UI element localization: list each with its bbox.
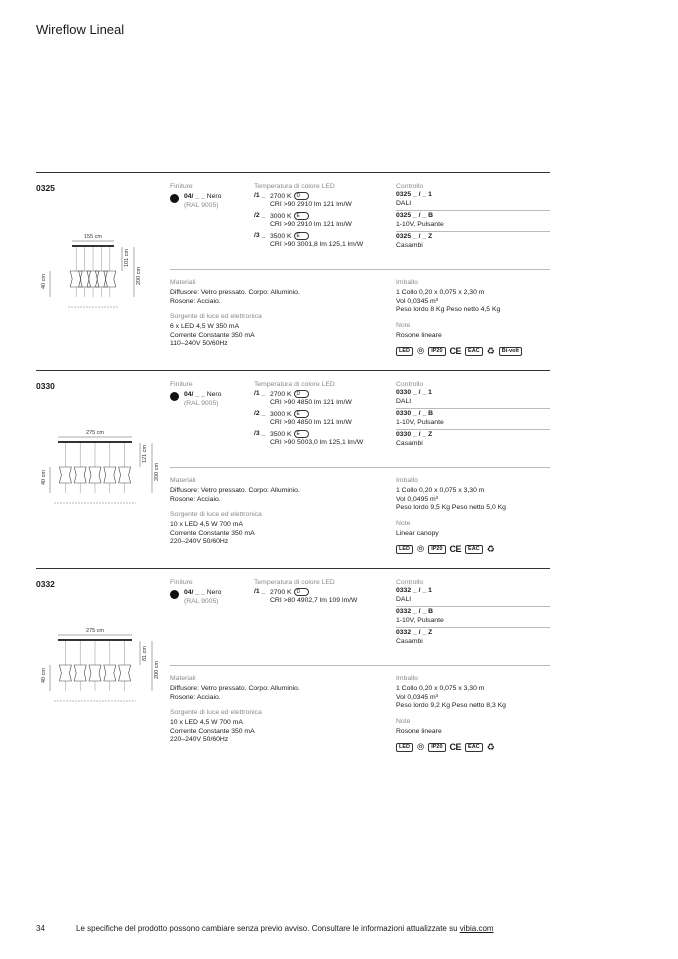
temperature-option[interactable] bbox=[254, 232, 394, 250]
finish-ral: (RAL 9005) bbox=[184, 201, 219, 209]
class-2-icon: ⦾ bbox=[417, 543, 425, 554]
control-code: 0325 _ / _ Z bbox=[396, 233, 433, 241]
height3-dimension-label: 200 cm bbox=[154, 462, 160, 481]
packaging bbox=[396, 477, 550, 554]
packaging-line: Vol 0,0345 m³ bbox=[396, 297, 438, 305]
height1-dimension-label: 40 cm bbox=[41, 470, 47, 485]
note-label: Note bbox=[396, 717, 411, 725]
finish-option[interactable] bbox=[170, 193, 260, 210]
control-desc: 1-10V, Pulsante bbox=[396, 418, 444, 426]
eac-badge: EAC bbox=[465, 347, 483, 356]
temperature-label: Temperatura di colore LED bbox=[254, 381, 335, 388]
canopy-bar bbox=[58, 441, 132, 443]
pendant-light bbox=[104, 641, 116, 691]
pendant-light bbox=[119, 443, 131, 493]
source-line: Corrente Constante 350 mA bbox=[170, 331, 255, 339]
materials bbox=[170, 477, 390, 547]
color-temperature bbox=[254, 381, 394, 448]
width-dimension-label: 275 cm bbox=[85, 628, 105, 634]
source-line: 220–240V 50/60Hz bbox=[170, 538, 229, 546]
temperature-values bbox=[270, 390, 352, 408]
ip20-badge: IP20 bbox=[428, 347, 445, 356]
finish-name: Nero bbox=[206, 589, 222, 596]
height3-dimension-label: 200 cm bbox=[154, 660, 160, 679]
certification-icons bbox=[396, 742, 550, 752]
class-2-icon: ⦾ bbox=[417, 741, 425, 752]
materials-label: Materiali bbox=[170, 675, 196, 682]
control-desc: DALI bbox=[396, 199, 412, 207]
source-label: Sorgente di luce ed elettronica bbox=[170, 511, 262, 519]
control-desc: 1-10V, Pulsante bbox=[396, 616, 444, 624]
pendant-light bbox=[89, 641, 101, 691]
temperature-values bbox=[270, 430, 363, 448]
control-code: 0332 _ / _ B bbox=[396, 608, 434, 616]
packaging-label: Imballo bbox=[396, 279, 418, 286]
finishes-label: Finiture bbox=[170, 183, 193, 190]
control-desc: Casambi bbox=[396, 439, 423, 447]
ip20-badge: IP20 bbox=[428, 545, 445, 554]
packaging-label: Imballo bbox=[396, 477, 418, 484]
note-label: Note bbox=[396, 519, 411, 527]
temperature-option[interactable] bbox=[254, 212, 394, 230]
pendant-light bbox=[104, 247, 116, 297]
control-code: 0325 _ / _ 1 bbox=[396, 191, 432, 198]
ce-mark-icon: CE bbox=[449, 544, 462, 555]
kelvin-value: 3000 K bbox=[270, 410, 292, 418]
packaging-line: Vol 0,0345 m³ bbox=[396, 693, 438, 701]
pendant-light bbox=[59, 641, 71, 691]
finish-code: 04/ _ _ bbox=[184, 391, 205, 398]
width-dimension-label: 155 cm bbox=[83, 234, 103, 240]
kelvin-value: 2700 K bbox=[270, 588, 292, 596]
energy-class-badge: D bbox=[294, 390, 310, 398]
section-divider bbox=[170, 269, 550, 270]
kelvin-value: 3500 K bbox=[270, 232, 292, 240]
ip20-badge: IP20 bbox=[428, 743, 445, 752]
control-options bbox=[396, 381, 550, 451]
temperature-values bbox=[270, 588, 357, 606]
control-option[interactable] bbox=[396, 232, 550, 252]
temperature-option[interactable] bbox=[254, 430, 394, 448]
kelvin-value: 2700 K bbox=[270, 192, 292, 200]
section-divider bbox=[170, 467, 550, 468]
finish-option[interactable] bbox=[170, 391, 260, 408]
control-options bbox=[396, 579, 550, 649]
pendant-light bbox=[74, 443, 86, 493]
temperature-spec: CRI >90 4850 lm 121 lm/W bbox=[270, 419, 352, 427]
height2-dimension-label: 81 cm bbox=[142, 646, 148, 661]
finish-name: Nero bbox=[206, 193, 222, 200]
temperature-option[interactable] bbox=[254, 588, 394, 606]
source-line: 10 x LED 4,5 W 700 mA bbox=[170, 521, 243, 529]
product-code: 0330 bbox=[36, 381, 55, 391]
control-code: 0330 _ / _ B bbox=[396, 410, 434, 418]
page-title: Wireflow Lineal bbox=[36, 22, 125, 37]
finish-swatch bbox=[170, 392, 179, 401]
control-label: Controllo bbox=[396, 579, 424, 586]
finishes-label: Finiture bbox=[170, 381, 193, 388]
kelvin-value: 3000 K bbox=[270, 212, 292, 220]
width-dimension-label: 275 cm bbox=[85, 430, 105, 436]
note-label: Note bbox=[396, 321, 411, 329]
control-code: 0330 _ / _ 1 bbox=[396, 389, 432, 396]
section-divider bbox=[170, 665, 550, 666]
packaging-line: Peso lordo 8 Kg Peso netto 4,5 Kg bbox=[396, 306, 501, 314]
control-option[interactable] bbox=[396, 628, 550, 648]
led-badge: LED bbox=[396, 545, 413, 554]
note-text: Rosone lineare bbox=[396, 331, 442, 339]
control-code: 0330 _ / _ Z bbox=[396, 431, 433, 439]
energy-class-badge: E bbox=[294, 232, 309, 240]
packaging-label: Imballo bbox=[396, 675, 418, 682]
pendant-light bbox=[74, 641, 86, 691]
pendant-light bbox=[87, 247, 99, 297]
finish-swatch bbox=[170, 194, 179, 203]
class-2-icon: ⦾ bbox=[417, 345, 425, 356]
source-label: Sorgente di luce ed elettronica bbox=[170, 709, 262, 717]
pendant-light bbox=[79, 247, 91, 297]
finish-ral: (RAL 9005) bbox=[184, 399, 219, 407]
materials-text: Diffusore: Vetro pressato. Corpo: Alluminio. Rosone: Acciaio. bbox=[170, 685, 300, 701]
packaging-line: Peso lordo 9,2 Kg Peso netto 8,3 Kg bbox=[396, 702, 506, 710]
product-section bbox=[36, 370, 550, 567]
control-options bbox=[396, 183, 550, 253]
temperature-spec: CRI >90 4850 lm 121 lm/W bbox=[270, 399, 352, 407]
temperature-spec: CRI >90 3001,8 lm 125,1 lm/W bbox=[270, 241, 364, 249]
canopy-bar bbox=[72, 245, 114, 247]
product-section bbox=[36, 568, 550, 765]
ce-mark-icon: CE bbox=[449, 742, 462, 753]
control-option[interactable] bbox=[396, 430, 550, 450]
packaging-line: 1 Collo 0,20 x 0,075 x 3,30 m bbox=[396, 685, 485, 692]
finishes bbox=[170, 183, 260, 210]
finish-name: Nero bbox=[206, 391, 222, 398]
packaging-line: 1 Collo 0,20 x 0,075 x 3,30 m bbox=[396, 487, 485, 494]
materials bbox=[170, 675, 390, 745]
energy-class-badge: D bbox=[294, 588, 310, 596]
temperature-code: /2 _ bbox=[254, 409, 266, 417]
pendant-light bbox=[95, 247, 107, 297]
packaging-line: Peso lordo 9,5 Kg Peso netto 5,0 Kg bbox=[396, 504, 506, 512]
temperature-code: /2 _ bbox=[254, 211, 266, 219]
source-line: 6 x LED 4,5 W 350 mA bbox=[170, 323, 240, 331]
temperature-code: /1 _ bbox=[254, 390, 266, 397]
control-option[interactable] bbox=[396, 190, 550, 211]
eac-badge: EAC bbox=[465, 743, 483, 752]
dimension-diagram bbox=[36, 625, 166, 775]
temperature-option[interactable] bbox=[254, 390, 394, 408]
control-label: Controllo bbox=[396, 183, 424, 190]
finish-swatch bbox=[170, 590, 179, 599]
note-text: Linear canopy bbox=[396, 529, 439, 537]
packaging bbox=[396, 279, 550, 356]
temperature-option[interactable] bbox=[254, 192, 394, 210]
finishes bbox=[170, 381, 260, 408]
dimension-diagram bbox=[36, 231, 166, 381]
source-line: 110–240V 50/60Hz bbox=[170, 340, 228, 348]
bivolt-badge: Bi-volt bbox=[499, 347, 522, 356]
pendant-light bbox=[59, 443, 71, 493]
control-desc: Casambi bbox=[396, 241, 423, 249]
pendant-light bbox=[119, 641, 131, 691]
control-option[interactable] bbox=[396, 211, 550, 232]
temperature-values bbox=[270, 212, 352, 230]
height1-dimension-label: 40 cm bbox=[41, 668, 47, 683]
finishes bbox=[170, 579, 260, 606]
kelvin-value: 2700 K bbox=[270, 390, 292, 398]
temperature-spec: CRI >90 2910 lm 121 lm/W bbox=[270, 201, 352, 209]
footer-text: Le specifiche del prodotto possono cambiare senza previo avviso. Consultare le informazioni attualizzate su bbox=[76, 924, 460, 933]
control-desc: 1-10V, Pulsante bbox=[396, 220, 444, 228]
finishes-label: Finiture bbox=[170, 579, 193, 586]
color-temperature bbox=[254, 183, 394, 250]
recycle-icon: ♻ bbox=[486, 345, 495, 356]
control-option[interactable] bbox=[396, 388, 550, 409]
temperature-values bbox=[270, 192, 352, 210]
source-line: 10 x LED 4,5 W 700 mA bbox=[170, 719, 243, 727]
eac-badge: EAC bbox=[465, 545, 483, 554]
control-option[interactable] bbox=[396, 409, 550, 430]
pendant-light bbox=[89, 443, 101, 493]
certification-icons bbox=[396, 544, 550, 554]
control-code: 0332 _ / _ 1 bbox=[396, 587, 432, 594]
finish-ral: (RAL 9005) bbox=[184, 597, 219, 605]
footer-note bbox=[76, 924, 494, 933]
canopy-bar bbox=[58, 639, 132, 641]
energy-class-badge: D bbox=[294, 192, 310, 200]
temperature-code: /1 _ bbox=[254, 588, 266, 595]
certification-icons bbox=[396, 346, 550, 356]
page-number: 34 bbox=[36, 924, 45, 933]
color-temperature bbox=[254, 579, 394, 606]
height2-dimension-label: 121 cm bbox=[142, 444, 148, 463]
footer-link[interactable]: vibia.com bbox=[459, 924, 494, 933]
finish-code: 04/ _ _ bbox=[184, 193, 205, 200]
finish-code: 04/ _ _ bbox=[184, 589, 205, 596]
height2-dimension-label: 101 cm bbox=[124, 248, 130, 267]
materials-label: Materiali bbox=[170, 477, 196, 484]
control-label: Controllo bbox=[396, 381, 424, 388]
source-line: 220–240V 50/60Hz bbox=[170, 736, 229, 744]
recycle-icon: ♻ bbox=[486, 543, 495, 554]
kelvin-value: 3500 K bbox=[270, 430, 292, 438]
note-text: Rosone lineare bbox=[396, 727, 442, 735]
control-desc: DALI bbox=[396, 595, 412, 603]
temperature-spec: CRI >90 5003,0 lm 125,1 lm/W bbox=[270, 439, 364, 447]
energy-class-badge: E bbox=[294, 430, 309, 438]
temperature-spec: CRI >90 2910 lm 121 lm/W bbox=[270, 221, 352, 229]
control-option[interactable] bbox=[396, 607, 550, 628]
materials-text: Diffusore: Vetro pressato. Corpo: Alluminio. Rosone: Acciaio. bbox=[170, 487, 300, 503]
source-label: Sorgente di luce ed elettronica bbox=[170, 313, 262, 321]
temperature-values bbox=[270, 232, 363, 250]
product-code: 0332 bbox=[36, 579, 55, 589]
pendant-light bbox=[70, 247, 82, 297]
energy-class-badge: E bbox=[294, 212, 309, 220]
height1-dimension-label: 40 cm bbox=[41, 274, 47, 289]
dimension-diagram bbox=[36, 427, 166, 577]
height3-dimension-label: 200 cm bbox=[136, 266, 142, 285]
product-code: 0325 bbox=[36, 183, 55, 193]
control-code: 0325 _ / _ B bbox=[396, 212, 434, 220]
packaging-line: Vol 0,0495 m³ bbox=[396, 495, 438, 503]
control-desc: DALI bbox=[396, 397, 412, 405]
pendant-light bbox=[104, 443, 116, 493]
ce-mark-icon: CE bbox=[449, 346, 462, 357]
source-line: Corrente Constante 350 mA bbox=[170, 529, 255, 537]
packaging bbox=[396, 675, 550, 752]
materials-label: Materiali bbox=[170, 279, 196, 286]
source-line: Corrente Constante 350 mA bbox=[170, 727, 255, 735]
led-badge: LED bbox=[396, 347, 413, 356]
materials bbox=[170, 279, 390, 349]
control-desc: Casambi bbox=[396, 637, 423, 645]
temperature-code: /1 _ bbox=[254, 192, 266, 199]
control-code: 0332 _ / _ Z bbox=[396, 629, 433, 637]
product-section bbox=[36, 172, 550, 369]
temperature-code: /3 _ bbox=[254, 429, 266, 437]
finish-option[interactable] bbox=[170, 589, 260, 606]
temperature-spec: CRI >80 4902,7 lm 109 lm/W bbox=[270, 597, 358, 605]
temperature-label: Temperatura di colore LED bbox=[254, 183, 335, 190]
packaging-line: 1 Collo 0,20 x 0,075 x 2,30 m bbox=[396, 289, 485, 296]
led-badge: LED bbox=[396, 743, 413, 752]
control-option[interactable] bbox=[396, 586, 550, 607]
energy-class-badge: E bbox=[294, 410, 309, 418]
temperature-option[interactable] bbox=[254, 410, 394, 428]
temperature-label: Temperatura di colore LED bbox=[254, 579, 335, 586]
temperature-values bbox=[270, 410, 352, 428]
temperature-code: /3 _ bbox=[254, 231, 266, 239]
materials-text: Diffusore: Vetro pressato. Corpo: Alluminio. Rosone: Acciaio. bbox=[170, 289, 300, 305]
recycle-icon: ♻ bbox=[486, 741, 495, 752]
